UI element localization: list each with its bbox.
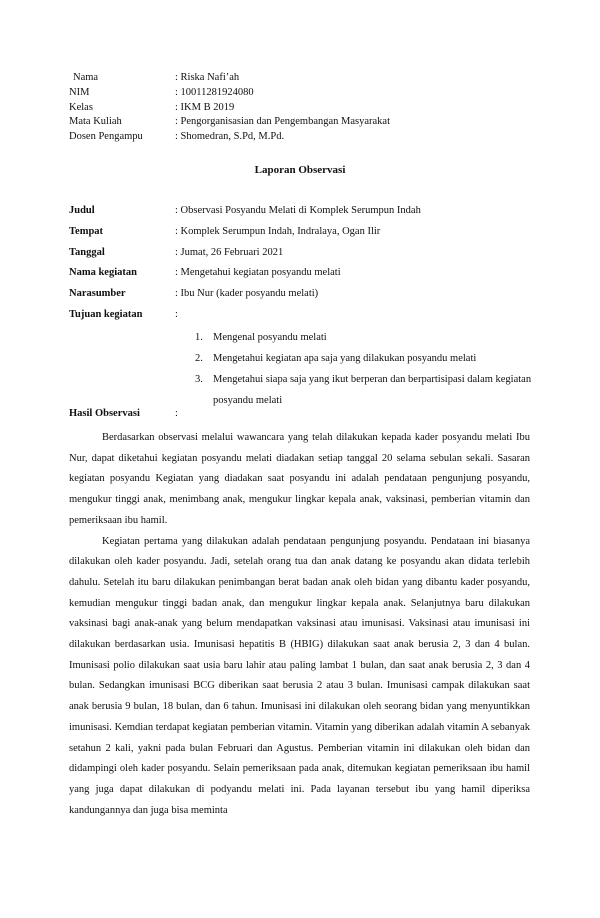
meta-label: Tujuan kegiatan	[69, 308, 143, 320]
meta-value: : Komplek Serumpun Indah, Indralaya, Ogan Ilir	[175, 225, 381, 237]
list-text: Mengenal posyandu melati	[213, 332, 327, 343]
meta-value: : Jumat, 26 Februari 2021	[175, 246, 284, 258]
meta-value: : Observasi Posyandu Melati di Komplek Serumpun Indah	[175, 205, 421, 216]
identity-row-class	[69, 101, 390, 116]
results-body	[69, 428, 530, 821]
identity-label: NIM	[69, 86, 90, 98]
goals-list	[195, 327, 535, 411]
list-item	[195, 327, 535, 348]
meta-label: Tanggal	[69, 246, 105, 258]
observation-meta-block	[69, 205, 421, 330]
meta-row-date	[69, 247, 421, 268]
meta-value: : Mengetahui kegiatan posyandu melati	[175, 267, 341, 279]
meta-label: Judul	[69, 205, 95, 216]
results-heading-colon: :	[175, 408, 178, 419]
identity-value: : IKM B 2019	[175, 101, 235, 113]
identity-value: : 10011281924080	[175, 86, 254, 98]
identity-value: : Shomedran, S.Pd, M.Pd.	[175, 131, 285, 143]
meta-label: Narasumber	[69, 288, 126, 300]
report-title: Laporan Observasi	[254, 164, 346, 176]
results-heading-label: Hasil Observasi	[69, 408, 140, 419]
list-number: 2.	[195, 353, 203, 364]
identity-value: : Riska Nafi’ah	[175, 72, 240, 83]
meta-value: :	[175, 308, 178, 320]
identity-value: : Pengorganisasian dan Pengembangan Masyarakat	[175, 116, 390, 128]
meta-row-activity	[69, 267, 421, 288]
paragraph: Berdasarkan observasi melalui wawancara yang telah dilakukan kepada kader posyandu melati Ibu Nur, dapat diketahui kegiatan posyandu melati diadakan setiap tanggal 20 selama sebulan sekali. Sasaran kegiatan posyandu Kegiatan yang diadakan saat posyandu ini adalah pendataan pengunjung posyandu, mengukur tinggi anak, menimbang anak, mengukur lingkar kepala anak, vaksinasi, pemberian vitamin dan pemeriksaan ibu hamil.	[69, 432, 530, 526]
identity-label: Dosen Pengampu	[69, 131, 143, 143]
identity-row-lecturer	[69, 130, 390, 145]
paragraph: Kegiatan pertama yang dilakukan adalah pendataan pengunjung posyandu. Pendataan ini biasanya dilakukan oleh kader posyandu. Jadi, setelah orang tua dan anak datang ke posyandu akan didata terlebih dahulu. Setelah itu baru dilakukan penimbangan berat badan anak oleh bidan yang dibantu kader posyandu, kemudian mengukur tinggi badan anak, dan mengukur lingkar kepala anak. Selanjutnya baru dilakukan vaksinasi bagi anak-anak yang belum mendapatkan vaksinasi atau imunisasi. Vaksinasi atau imunisasi ini dilakukan berdasarkan usia. Imunisasi hepatitis B (HBIG) dilakukan saat anak berusia 2, 3 dan 4 bulan. Imunisasi polio dilakukan saat usia baru lahir atau paling lambat 1 bulan, dan saat anak berusia 2, 3 dan 4 bulan. Sedangkan imunisasi BCG diberikan saat berusia 2 atau 3 bulan. Imunisasi campak dilakukan saat anak berusia 9 bulan, 18 bulan, dan 6 tahun. Imunisasi ini dilakukan oleh seorang bidan yang menyuntikkan imunisasi. Kemdian terdapat kegiatan pemberian vitamin. Vitamin yang diberikan adalah vitamin A sebanyak setahun 2 kali, yakni pada bulan Februari dan Agustus. Pemberian vitamin ini dilakukan oleh bidan dan didampingi oleh kader posyandu. Selain pemeriksaan pada anak, ditemukan kegiatan pemeriksaan ibu hamil yang juga dapat dilakukan di podyandu melati ini. Pada layanan tersebut ibu yang hamil diperiksa kandungannya dan juga bisa meminta	[69, 535, 530, 816]
identity-row-name	[69, 71, 390, 86]
meta-value: : Ibu Nur (kader posyandu melati)	[175, 288, 319, 300]
meta-label: Tempat	[69, 225, 104, 237]
list-item	[195, 348, 535, 369]
list-item	[195, 369, 535, 411]
list-text: Mengetahui kegiatan apa saja yang dilakukan posyandu melati	[213, 353, 477, 364]
identity-label: Kelas	[69, 101, 93, 113]
identity-row-nim	[69, 86, 390, 101]
list-number: 3.	[195, 374, 203, 385]
list-number: 1.	[195, 332, 203, 343]
identity-label: Mata Kuliah	[69, 116, 122, 128]
meta-row-place	[69, 226, 421, 247]
meta-row-title	[69, 205, 421, 226]
meta-label: Nama kegiatan	[69, 267, 137, 279]
student-identity-block	[69, 71, 390, 145]
identity-row-course	[69, 115, 390, 130]
list-text: Mengetahui siapa saja yang ikut berperan dan berpartisipasi dalam kegiatan posyandu melati	[213, 374, 532, 406]
identity-label: Nama	[73, 72, 99, 83]
meta-row-source	[69, 288, 421, 309]
results-heading	[69, 408, 178, 419]
